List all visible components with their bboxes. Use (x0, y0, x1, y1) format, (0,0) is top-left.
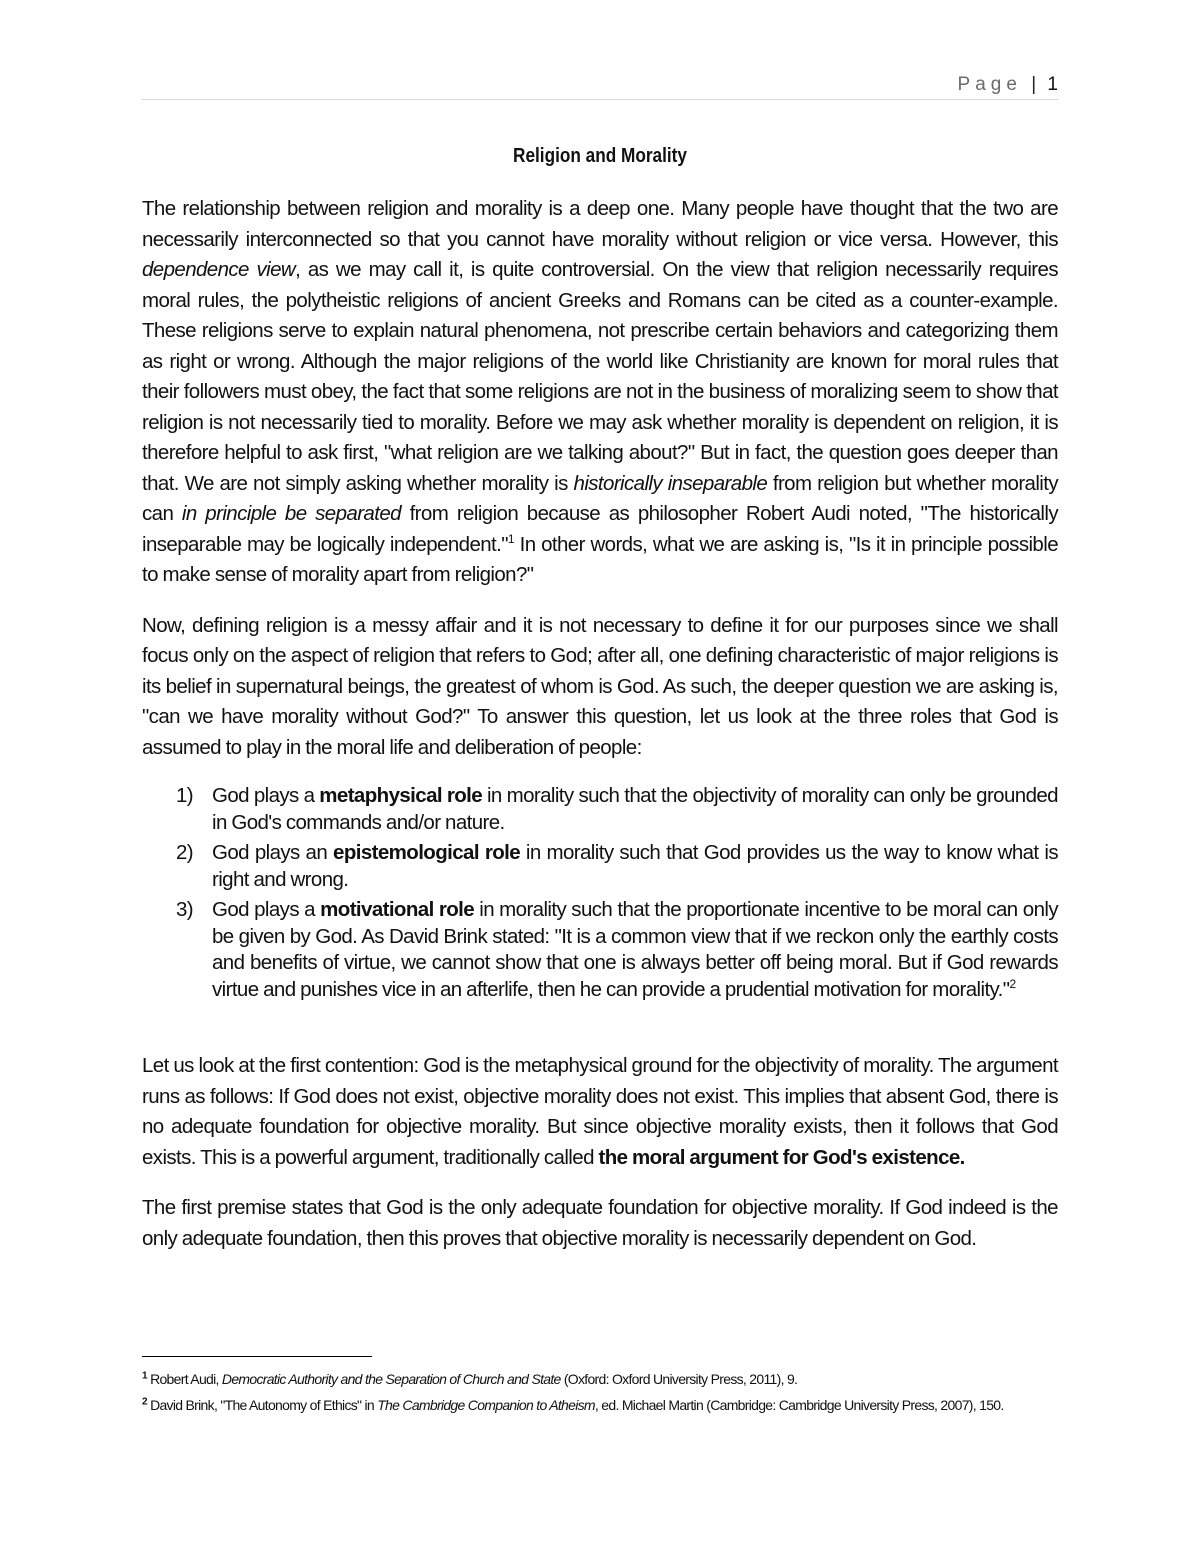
page-label: Page (957, 74, 1022, 95)
bold-term: epistemological role (333, 841, 521, 864)
list-item (142, 897, 1058, 1003)
footnote-mark: 1 (142, 1370, 147, 1382)
text-run: In other words, what we are asking is, "Is it in principle possible to make sense of morality apart from religion?" (142, 532, 1058, 586)
bold-term: motivational role (320, 898, 475, 921)
text-run: from religion but whether morality can (142, 471, 1059, 525)
bold-term: the moral argument for God's existence. (598, 1145, 965, 1169)
text-run: from religion because as philosopher Robert Audi noted, "The historically inseparable may be logically independent." (142, 502, 1058, 556)
italic-term: in principle be separated (181, 502, 401, 525)
page-separator: | (1031, 74, 1037, 95)
text-run: in morality such that God provides us the way to know what is right and wrong. (212, 841, 1058, 891)
paragraph-defining-religion: Now, defining religion is a messy affair and it is not necessary to define it for our purposes since we shall focus only on the aspect of religion that refers to God; after all, one defining characteristic of major religions is its belief in supernatural beings, the greatest of whom is God. As such, the deeper question we are asking is, "can we have morality without God?" To answer this question, let us look at the three roles that God is assumed to play in the moral life and deliberation of people: (142, 613, 1058, 759)
footnote-mark: 2 (142, 1396, 147, 1408)
list-number: 2) (176, 841, 194, 864)
text-run: God plays an (212, 841, 334, 864)
text-run: in morality such that the proportionate incentive to be moral can only be given by God. As David Brink stated: "It is a common view that if we reckon only the earthly costs and benefits of virtue, we cannot show that one is always better off being moral. But if God rewards virtue and punishes vice in an afterlife, then he can provide a prudential motivation for morality." (212, 898, 1058, 1001)
footnote-reference[interactable]: 2 (1009, 976, 1016, 991)
footnote-separator (142, 1356, 372, 1357)
page-number: 1 (1047, 74, 1058, 95)
list-item (142, 840, 1058, 893)
text-run: David Brink, "The Autonomy of Ethics" in (146, 1397, 378, 1413)
spacer (142, 1007, 1058, 1051)
paragraph-intro (142, 194, 1058, 591)
italic-title: The Cambridge Companion to Atheism (377, 1397, 595, 1413)
list-item (142, 783, 1058, 836)
text-run: The relationship between religion and morality is a deep one. Many people have thought that the two are necessarily interconnected so that you cannot have morality without religion or vice versa. However, this (142, 197, 1058, 251)
text-run: God plays a (212, 898, 321, 921)
text-run: God plays a (212, 784, 320, 807)
document-body (142, 142, 1058, 1254)
page-header (958, 74, 1058, 96)
document-title: Religion and Morality (513, 145, 687, 167)
italic-term: dependence view (142, 258, 296, 281)
roles-list (142, 783, 1058, 1003)
header-rule (142, 99, 1058, 100)
italic-term: historically inseparable (573, 471, 768, 495)
text-run: Robert Audi, (146, 1371, 222, 1387)
text-run: , ed. Michael Martin (Cambridge: Cambridge University Press, 2007), 150. (594, 1397, 1004, 1413)
footnote-reference[interactable]: 1 (507, 531, 514, 546)
paragraph-first-contention (142, 1051, 1058, 1173)
text-run: in morality such that the objectivity of morality can only be grounded in God's commands and/or nature. (212, 784, 1058, 834)
text-run: , as we may call it, is quite controversial. On the view that religion necessarily requires moral rules, the polytheistic religions of ancient Greeks and Romans can be cited as a counter-example. These religions serve to explain natural phenomena, not prescribe certain behaviors and categorizing them as right or wrong. Although the major religions of the world like Christianity are known for moral rules that their followers must obey, the fact that some religions are not in the business of moralizing seem to show that religion is not necessarily tied to morality. Before we may ask whether morality is dependent on religion, it is therefore helpful to ask first, "what religion are we talking about?" But in fact, the question goes deeper than that. We are not simply asking whether morality is (142, 258, 1058, 495)
italic-title: Democratic Authority and the Separation of Church and State (221, 1371, 561, 1387)
footnotes (142, 1366, 1072, 1418)
paragraph-first-premise: The first premise states that God is the only adequate foundation for objective morality. If God indeed is the only adequate foundation, then this proves that objective morality is necessarily dependent on God. (142, 1196, 1058, 1250)
bold-term: metaphysical role (319, 784, 483, 807)
footnote (142, 1392, 1072, 1418)
text-run: (Oxford: Oxford University Press, 2011), 9. (560, 1371, 798, 1387)
list-number: 1) (176, 784, 194, 807)
footnote (142, 1366, 1072, 1392)
list-number: 3) (176, 898, 194, 921)
text-run: Let us look at the first contention: God is the metaphysical ground for the objectivity of morality. The argument runs as follows: If God does not exist, objective morality does not exist. This implies that absent God, there is no adequate foundation for objective morality. But since objective morality exists, then it follows that God exists. This is a powerful argument, traditionally called (142, 1054, 1058, 1169)
